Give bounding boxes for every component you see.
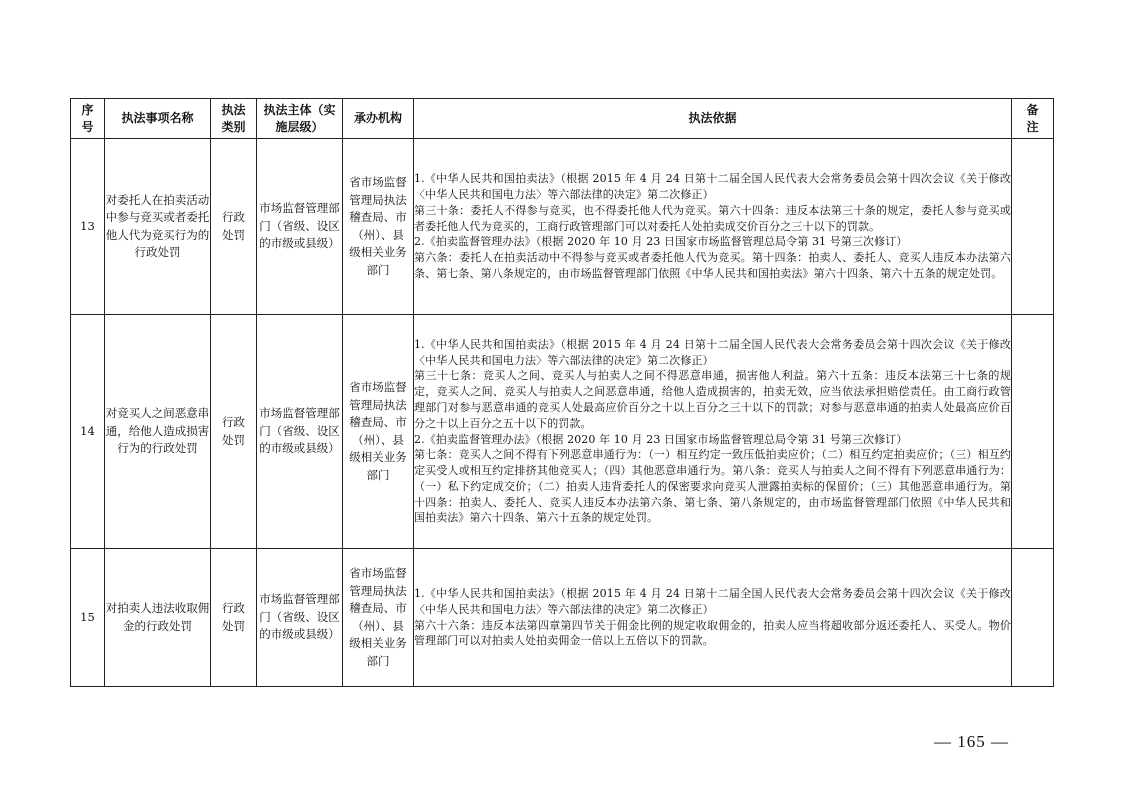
page-number: — 165 —: [934, 732, 1009, 751]
basis-paragraph: 1.《中华人民共和国拍卖法》（根据 2015 年 4 月 24 日第十二届全国人民代表大会常务委员会第十四次会议《关于修改〈中华人民共和国电力法〉等六部法律的决定》第二次修正）: [414, 337, 1011, 367]
table-row: [71, 549, 1054, 687]
row-basis: [414, 549, 1012, 687]
row-name: 对委托人在拍卖活动中参与竞买或者委托他人代为竞买行为的行政处罚: [105, 139, 211, 315]
basis-paragraph: 第三十条：委托人不得参与竞买，也不得委托他人代为竞买。第六十四条：违反本法第三十条的规定，委托人参与竞买或者委托他人代为竞买的，工商行政管理部门可以对委托人处拍卖成交价百分之三十以下的罚款。: [414, 203, 1011, 233]
basis-paragraph: 2.《拍卖监督管理办法》（根据 2020 年 10 月 23 日国家市场监督管理总局令第 31 号第三次修订）: [414, 235, 908, 249]
table-header-row: [71, 99, 1054, 139]
row-subject: 市场监督管理部门（省级、设区的市级或县级）: [257, 549, 343, 687]
row-category: 行政处罚: [211, 315, 257, 549]
row-seq: 13: [71, 139, 105, 315]
header-subject: 执法主体（实施层级）: [257, 99, 343, 139]
header-name: 执法事项名称: [105, 99, 211, 139]
basis-paragraph: 第六条：委托人在拍卖活动中不得参与竞买或者委托他人代为竞买。第十四条：拍卖人、委托人、竞买人违反本办法第六条、第七条、第八条规定的，由市场监督管理部门依照《中华人民共和国拍卖法》第六十四条、第六十五条的规定处罚。: [414, 251, 1011, 280]
row-agency: 省市场监督管理局执法稽查局、市（州）、县级相关业务部门: [343, 139, 414, 315]
row-name: 对拍卖人违法收取佣金的行政处罚: [105, 549, 211, 687]
row-subject: 市场监督管理部门（省级、设区的市级或县级）: [257, 315, 343, 549]
basis-paragraph: 第六十六条：违反本法第四章第四节关于佣金比例的规定收取佣金的，拍卖人应当将超收部分返还委托人、买受人。物价管理部门可以对拍卖人处拍卖佣金一倍以上五倍以下的罚款。: [414, 618, 1011, 648]
basis-paragraph: 1.《中华人民共和国拍卖法》（根据 2015 年 4 月 24 日第十二届全国人民代表大会常务委员会第十四次会议《关于修改〈中华人民共和国电力法〉等六部法律的决定》第二次修正）: [414, 586, 1011, 616]
basis-paragraph: 1.《中华人民共和国拍卖法》（根据 2015 年 4 月 24 日第十二届全国人民代表大会常务委员会第十四次会议《关于修改〈中华人民共和国电力法〉等六部法律的决定》第二次修正）: [414, 172, 1011, 201]
header-basis: 执法依据: [414, 99, 1012, 139]
row-subject: 市场监督管理部门（省级、设区的市级或县级）: [257, 139, 343, 315]
header-remark: 备注: [1012, 99, 1054, 139]
basis-paragraph: 第七条：竞买人之间不得有下列恶意串通行为：（一）相互约定一致压低拍卖应价；（二）相互约定拍卖应价；（三）相互约定买受人或相互约定排挤其他竞买人；（四）其他恶意串通行为。第八条：竞买人与拍卖人之间不得有下列恶意串通行为：（一）私下约定成交价；（二）拍卖人违背委托人的保密要求向竞买人泄露拍卖标的保留价；（三）其他恶意串通行为。第十四条：拍卖人、委托人、竞买人违反本办法第六条、第七条、第八条规定的，由市场监督管理部门依照《中华人民共和国拍卖法》第六十四条、第六十五条的规定处罚。: [414, 448, 1011, 525]
row-name: 对竞买人之间恶意串通，给他人造成损害行为的行政处罚: [105, 315, 211, 549]
row-basis: [414, 139, 1012, 315]
header-agency: 承办机构: [343, 99, 414, 139]
row-remark: [1012, 315, 1054, 549]
table-row: [71, 139, 1054, 315]
header-seq: 序号: [71, 99, 105, 139]
table-row: [71, 315, 1054, 549]
row-category: 行政处罚: [211, 139, 257, 315]
basis-paragraph: 2.《拍卖监督管理办法》（根据 2020 年 10 月 23 日国家市场监督管理总局令第 31 号第三次修订）: [414, 432, 908, 446]
row-seq: 15: [71, 549, 105, 687]
row-remark: [1012, 139, 1054, 315]
row-agency: 省市场监督管理局执法稽查局、市（州）、县级相关业务部门: [343, 549, 414, 687]
row-remark: [1012, 549, 1054, 687]
header-category: 执法类别: [211, 99, 257, 139]
row-category: 行政处罚: [211, 549, 257, 687]
enforcement-table: [70, 98, 1054, 687]
basis-paragraph: 第三十七条：竞买人之间、竞买人与拍卖人之间不得恶意串通，损害他人利益。第六十五条：违反本法第三十七条的规定，竞买人之间、竞买人与拍卖人之间恶意串通，给他人造成损害的，拍卖无效，应当依法承担赔偿责任。由工商行政管理部门对参与恶意串通的竞买人处最高应价百分之十以上百分之三十以下的罚款；对参与恶意串通的拍卖人处最高应价百分之十以上百分之五十以下的罚款。: [414, 369, 1011, 430]
row-agency: 省市场监督管理局执法稽查局、市（州）、县级相关业务部门: [343, 315, 414, 549]
row-seq: 14: [71, 315, 105, 549]
row-basis: [414, 315, 1012, 549]
